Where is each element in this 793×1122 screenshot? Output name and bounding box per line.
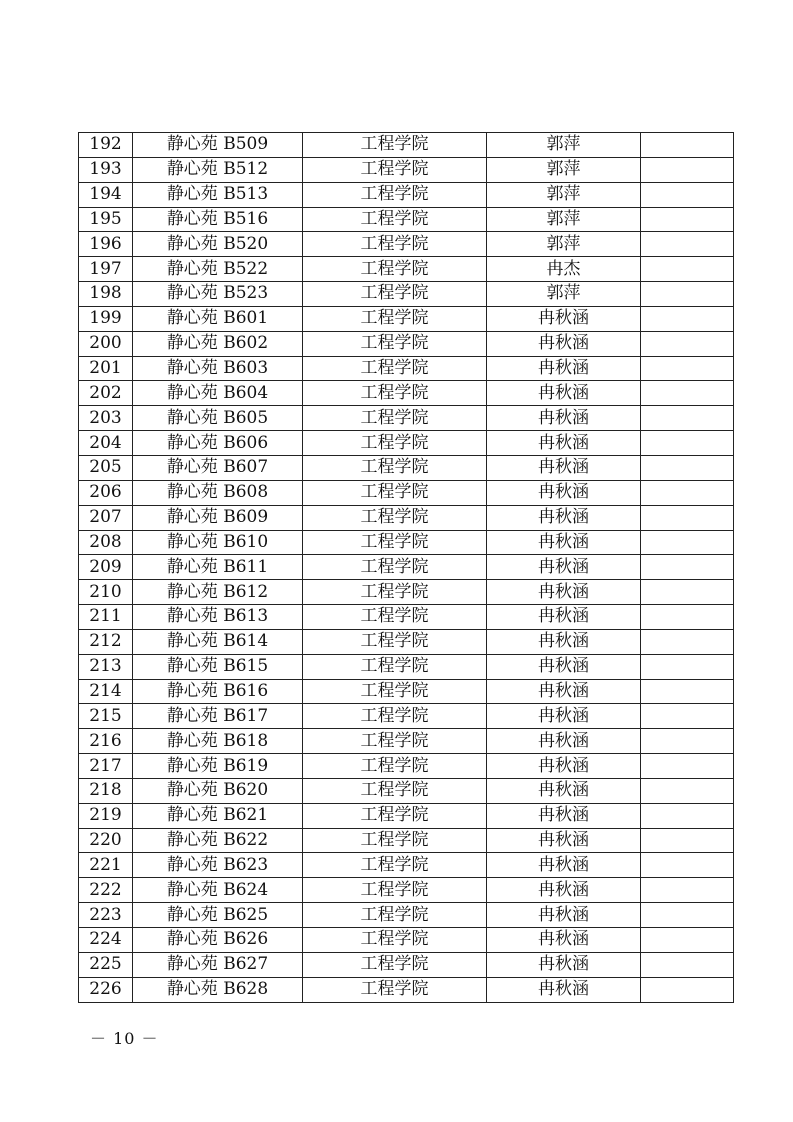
person-cell: 冉秋涵 [487, 853, 641, 878]
room-cell: 静心苑 B621 [133, 803, 303, 828]
note-cell [641, 257, 734, 282]
table-row [79, 679, 734, 704]
person-cell: 冉秋涵 [487, 778, 641, 803]
person-cell: 冉秋涵 [487, 455, 641, 480]
row-number-cell: 212 [79, 629, 133, 654]
note-cell [641, 480, 734, 505]
row-number-cell: 224 [79, 928, 133, 953]
note-cell [641, 952, 734, 977]
note-cell [641, 207, 734, 232]
person-cell: 冉秋涵 [487, 480, 641, 505]
table-row [79, 431, 734, 456]
dormitory-table [78, 132, 734, 1003]
row-number-cell: 192 [79, 133, 133, 158]
room-cell: 静心苑 B516 [133, 207, 303, 232]
table-row [79, 505, 734, 530]
table-row [79, 480, 734, 505]
college-cell: 工程学院 [303, 406, 487, 431]
table-row [79, 306, 734, 331]
person-cell: 冉秋涵 [487, 903, 641, 928]
person-cell: 冉杰 [487, 257, 641, 282]
college-cell: 工程学院 [303, 133, 487, 158]
row-number-cell: 225 [79, 952, 133, 977]
table-row [79, 629, 734, 654]
person-cell: 冉秋涵 [487, 729, 641, 754]
room-cell: 静心苑 B602 [133, 331, 303, 356]
table-row [79, 580, 734, 605]
note-cell [641, 356, 734, 381]
row-number-cell: 216 [79, 729, 133, 754]
college-cell: 工程学院 [303, 754, 487, 779]
note-cell [641, 605, 734, 630]
page-number: － 10 － [90, 1029, 159, 1048]
row-number-cell: 209 [79, 555, 133, 580]
table-row [79, 778, 734, 803]
room-cell: 静心苑 B611 [133, 555, 303, 580]
room-cell: 静心苑 B605 [133, 406, 303, 431]
note-cell [641, 133, 734, 158]
room-cell: 静心苑 B523 [133, 282, 303, 307]
note-cell [641, 406, 734, 431]
person-cell: 冉秋涵 [487, 952, 641, 977]
table-row [79, 704, 734, 729]
college-cell: 工程学院 [303, 182, 487, 207]
room-cell: 静心苑 B617 [133, 704, 303, 729]
table-row [79, 455, 734, 480]
table-row [79, 207, 734, 232]
row-number-cell: 214 [79, 679, 133, 704]
college-cell: 工程学院 [303, 530, 487, 555]
person-cell: 冉秋涵 [487, 530, 641, 555]
row-number-cell: 222 [79, 878, 133, 903]
room-cell: 静心苑 B612 [133, 580, 303, 605]
room-cell: 静心苑 B613 [133, 605, 303, 630]
row-number-cell: 197 [79, 257, 133, 282]
room-cell: 静心苑 B625 [133, 903, 303, 928]
table-row [79, 381, 734, 406]
person-cell: 郭萍 [487, 157, 641, 182]
note-cell [641, 654, 734, 679]
table-row [79, 878, 734, 903]
note-cell [641, 282, 734, 307]
room-cell: 静心苑 B626 [133, 928, 303, 953]
row-number-cell: 217 [79, 754, 133, 779]
note-cell [641, 530, 734, 555]
room-cell: 静心苑 B623 [133, 853, 303, 878]
table-row [79, 282, 734, 307]
table-row [79, 232, 734, 257]
college-cell: 工程学院 [303, 555, 487, 580]
note-cell [641, 331, 734, 356]
person-cell: 郭萍 [487, 133, 641, 158]
college-cell: 工程学院 [303, 505, 487, 530]
table-body [79, 133, 734, 1003]
row-number-cell: 210 [79, 580, 133, 605]
table-row [79, 654, 734, 679]
room-cell: 静心苑 B620 [133, 778, 303, 803]
college-cell: 工程学院 [303, 878, 487, 903]
note-cell [641, 555, 734, 580]
row-number-cell: 215 [79, 704, 133, 729]
person-cell: 冉秋涵 [487, 306, 641, 331]
table-row [79, 406, 734, 431]
row-number-cell: 206 [79, 480, 133, 505]
college-cell: 工程学院 [303, 977, 487, 1002]
table-row [79, 182, 734, 207]
row-number-cell: 226 [79, 977, 133, 1002]
college-cell: 工程学院 [303, 306, 487, 331]
table-row [79, 605, 734, 630]
person-cell: 郭萍 [487, 232, 641, 257]
row-number-cell: 200 [79, 331, 133, 356]
person-cell: 冉秋涵 [487, 605, 641, 630]
table-row [79, 133, 734, 158]
college-cell: 工程学院 [303, 679, 487, 704]
room-cell: 静心苑 B609 [133, 505, 303, 530]
person-cell: 冉秋涵 [487, 878, 641, 903]
row-number-cell: 218 [79, 778, 133, 803]
row-number-cell: 208 [79, 530, 133, 555]
room-cell: 静心苑 B628 [133, 977, 303, 1002]
person-cell: 郭萍 [487, 182, 641, 207]
college-cell: 工程学院 [303, 455, 487, 480]
row-number-cell: 198 [79, 282, 133, 307]
person-cell: 冉秋涵 [487, 654, 641, 679]
room-cell: 静心苑 B610 [133, 530, 303, 555]
person-cell: 冉秋涵 [487, 803, 641, 828]
college-cell: 工程学院 [303, 331, 487, 356]
college-cell: 工程学院 [303, 232, 487, 257]
note-cell [641, 903, 734, 928]
college-cell: 工程学院 [303, 853, 487, 878]
row-number-cell: 204 [79, 431, 133, 456]
note-cell [641, 729, 734, 754]
person-cell: 冉秋涵 [487, 505, 641, 530]
note-cell [641, 928, 734, 953]
table-row [79, 803, 734, 828]
row-number-cell: 207 [79, 505, 133, 530]
college-cell: 工程学院 [303, 431, 487, 456]
table-row [79, 157, 734, 182]
room-cell: 静心苑 B606 [133, 431, 303, 456]
room-cell: 静心苑 B618 [133, 729, 303, 754]
college-cell: 工程学院 [303, 903, 487, 928]
person-cell: 冉秋涵 [487, 679, 641, 704]
note-cell [641, 381, 734, 406]
room-cell: 静心苑 B522 [133, 257, 303, 282]
room-cell: 静心苑 B616 [133, 679, 303, 704]
table-row [79, 754, 734, 779]
row-number-cell: 195 [79, 207, 133, 232]
table-row [79, 257, 734, 282]
college-cell: 工程学院 [303, 157, 487, 182]
note-cell [641, 679, 734, 704]
table-row [79, 555, 734, 580]
note-cell [641, 803, 734, 828]
note-cell [641, 306, 734, 331]
row-number-cell: 194 [79, 182, 133, 207]
note-cell [641, 182, 734, 207]
note-cell [641, 853, 734, 878]
college-cell: 工程学院 [303, 729, 487, 754]
table-row [79, 928, 734, 953]
room-cell: 静心苑 B615 [133, 654, 303, 679]
person-cell: 冉秋涵 [487, 704, 641, 729]
person-cell: 冉秋涵 [487, 629, 641, 654]
room-cell: 静心苑 B512 [133, 157, 303, 182]
room-cell: 静心苑 B619 [133, 754, 303, 779]
note-cell [641, 455, 734, 480]
note-cell [641, 431, 734, 456]
college-cell: 工程学院 [303, 704, 487, 729]
college-cell: 工程学院 [303, 580, 487, 605]
row-number-cell: 202 [79, 381, 133, 406]
person-cell: 郭萍 [487, 207, 641, 232]
room-cell: 静心苑 B608 [133, 480, 303, 505]
row-number-cell: 221 [79, 853, 133, 878]
room-cell: 静心苑 B624 [133, 878, 303, 903]
person-cell: 冉秋涵 [487, 406, 641, 431]
person-cell: 冉秋涵 [487, 331, 641, 356]
room-cell: 静心苑 B513 [133, 182, 303, 207]
row-number-cell: 193 [79, 157, 133, 182]
person-cell: 冉秋涵 [487, 828, 641, 853]
room-cell: 静心苑 B614 [133, 629, 303, 654]
college-cell: 工程学院 [303, 803, 487, 828]
row-number-cell: 203 [79, 406, 133, 431]
college-cell: 工程学院 [303, 828, 487, 853]
row-number-cell: 219 [79, 803, 133, 828]
college-cell: 工程学院 [303, 629, 487, 654]
room-cell: 静心苑 B603 [133, 356, 303, 381]
college-cell: 工程学院 [303, 356, 487, 381]
person-cell: 冉秋涵 [487, 580, 641, 605]
person-cell: 冉秋涵 [487, 555, 641, 580]
note-cell [641, 828, 734, 853]
note-cell [641, 754, 734, 779]
row-number-cell: 205 [79, 455, 133, 480]
room-cell: 静心苑 B601 [133, 306, 303, 331]
college-cell: 工程学院 [303, 605, 487, 630]
person-cell: 冉秋涵 [487, 928, 641, 953]
person-cell: 冉秋涵 [487, 977, 641, 1002]
college-cell: 工程学院 [303, 480, 487, 505]
college-cell: 工程学院 [303, 778, 487, 803]
note-cell [641, 505, 734, 530]
note-cell [641, 629, 734, 654]
table-row [79, 356, 734, 381]
college-cell: 工程学院 [303, 282, 487, 307]
room-cell: 静心苑 B520 [133, 232, 303, 257]
college-cell: 工程学院 [303, 928, 487, 953]
table-row [79, 853, 734, 878]
table-row [79, 530, 734, 555]
college-cell: 工程学院 [303, 952, 487, 977]
person-cell: 冉秋涵 [487, 356, 641, 381]
row-number-cell: 213 [79, 654, 133, 679]
note-cell [641, 704, 734, 729]
room-cell: 静心苑 B607 [133, 455, 303, 480]
college-cell: 工程学院 [303, 257, 487, 282]
table-row [79, 952, 734, 977]
room-cell: 静心苑 B509 [133, 133, 303, 158]
note-cell [641, 232, 734, 257]
row-number-cell: 223 [79, 903, 133, 928]
table-row [79, 331, 734, 356]
table-row [79, 828, 734, 853]
row-number-cell: 199 [79, 306, 133, 331]
room-cell: 静心苑 B622 [133, 828, 303, 853]
room-cell: 静心苑 B627 [133, 952, 303, 977]
row-number-cell: 211 [79, 605, 133, 630]
person-cell: 郭萍 [487, 282, 641, 307]
row-number-cell: 220 [79, 828, 133, 853]
person-cell: 冉秋涵 [487, 754, 641, 779]
note-cell [641, 878, 734, 903]
row-number-cell: 201 [79, 356, 133, 381]
note-cell [641, 580, 734, 605]
college-cell: 工程学院 [303, 654, 487, 679]
table-row [79, 977, 734, 1002]
note-cell [641, 977, 734, 1002]
person-cell: 冉秋涵 [487, 381, 641, 406]
college-cell: 工程学院 [303, 207, 487, 232]
room-cell: 静心苑 B604 [133, 381, 303, 406]
college-cell: 工程学院 [303, 381, 487, 406]
note-cell [641, 157, 734, 182]
table-row [79, 903, 734, 928]
table-row [79, 729, 734, 754]
note-cell [641, 778, 734, 803]
person-cell: 冉秋涵 [487, 431, 641, 456]
row-number-cell: 196 [79, 232, 133, 257]
